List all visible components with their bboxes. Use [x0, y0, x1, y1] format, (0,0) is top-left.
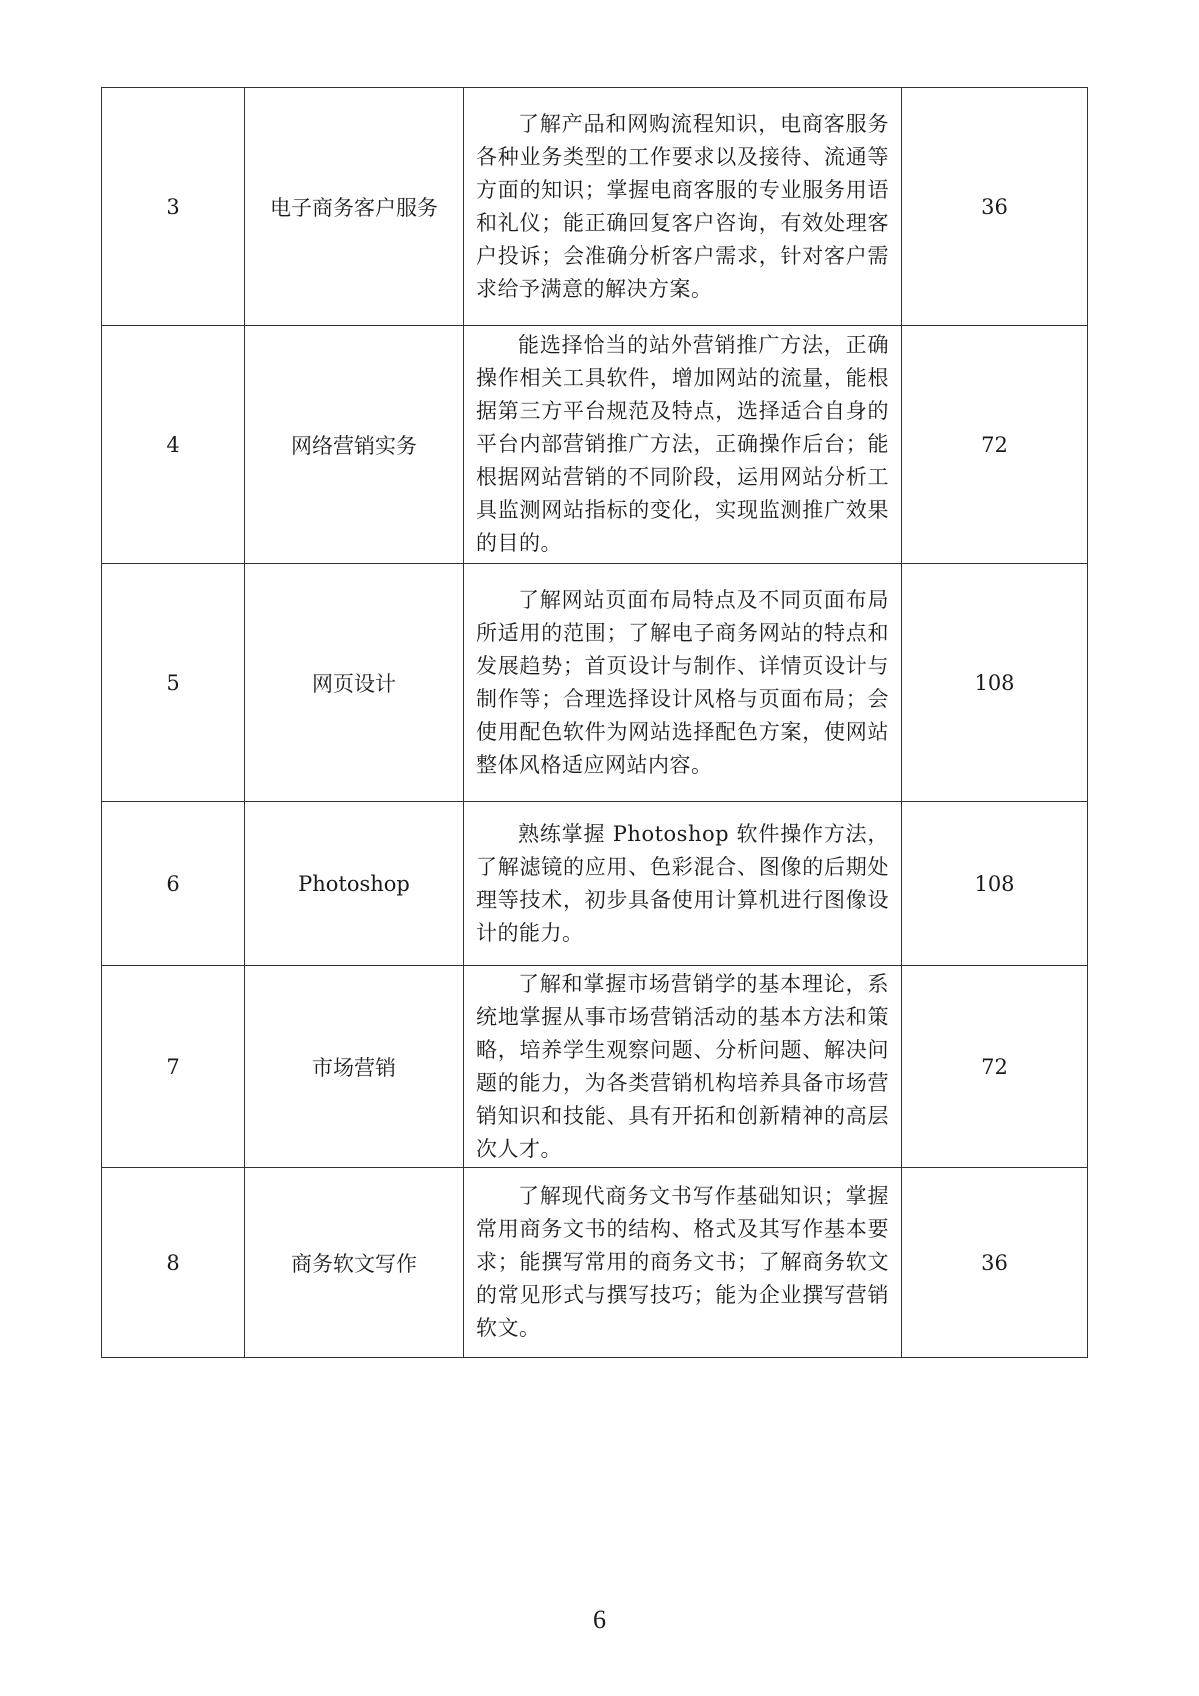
course-description: 能选择恰当的站外营销推广方法，正确操作相关工具软件，增加网站的流量，能根据第三方平台规范及特点，选择适合自身的平台内部营销推广方法，正确操作后台；能根据网站营销的不同阶段，运用网站分析工具监测网站指标的变化，实现监测推广效果的目的。 — [476, 333, 889, 555]
course-name: 网络营销实务 — [245, 326, 464, 564]
course-number: 8 — [102, 1168, 245, 1358]
table-row — [102, 1168, 1088, 1358]
table-row — [102, 326, 1088, 564]
course-name: 电子商务客户服务 — [245, 88, 464, 326]
table-row — [102, 88, 1088, 326]
course-description-cell — [464, 1168, 902, 1358]
course-hours: 36 — [902, 1168, 1088, 1358]
table-row — [102, 966, 1088, 1168]
course-name: 市场营销 — [245, 966, 464, 1168]
course-description: 了解和掌握市场营销学的基本理论，系统地掌握从事市场营销活动的基本方法和策略，培养学生观察问题、分析问题、解决问题的能力，为各类营销机构培养具备市场营销知识和技能、具有开拓和创新精神的高层次人才。 — [476, 971, 889, 1161]
course-number: 4 — [102, 326, 245, 564]
course-description-cell — [464, 564, 902, 802]
course-description-cell — [464, 88, 902, 326]
course-hours: 108 — [902, 564, 1088, 802]
course-description-cell — [464, 802, 902, 966]
course-number: 6 — [102, 802, 245, 966]
table-row — [102, 564, 1088, 802]
course-name: 网页设计 — [245, 564, 464, 802]
course-description: 了解网站页面布局特点及不同页面布局所适用的范围；了解电子商务网站的特点和发展趋势；首页设计与制作、详情页设计与制作等；合理选择设计风格与页面布局；会使用配色软件为网站选择配色方案，使网站整体风格适应网站内容。 — [476, 587, 889, 777]
course-name: Photoshop — [245, 802, 464, 966]
course-number: 5 — [102, 564, 245, 802]
course-hours: 72 — [902, 966, 1088, 1168]
table-row — [102, 802, 1088, 966]
course-description: 了解现代商务文书写作基础知识；掌握常用商务文书的结构、格式及其写作基本要求；能撰写常用的商务文书；了解商务软文的常见形式与撰写技巧；能为企业撰写营销软文。 — [476, 1184, 889, 1340]
course-number: 7 — [102, 966, 245, 1168]
course-hours: 72 — [902, 326, 1088, 564]
course-description: 了解产品和网购流程知识，电商客服务各种业务类型的工作要求以及接待、流通等方面的知识；掌握电商客服的专业服务用语和礼仪；能正确回复客户咨询，有效处理客户投诉；会准确分析客户需求，针对客户需求给予满意的解决方案。 — [476, 111, 889, 301]
course-table — [101, 87, 1088, 1358]
course-hours: 36 — [902, 88, 1088, 326]
page-number: 6 — [593, 1605, 606, 1634]
course-number: 3 — [102, 88, 245, 326]
course-description-cell — [464, 326, 902, 564]
course-name: 商务软文写作 — [245, 1168, 464, 1358]
course-description: 熟练掌握 Photoshop 软件操作方法，了解滤镜的应用、色彩混合、图像的后期处理等技术，初步具备使用计算机进行图像设计的能力。 — [476, 821, 889, 945]
course-hours: 108 — [902, 802, 1088, 966]
course-description-cell — [464, 966, 902, 1168]
